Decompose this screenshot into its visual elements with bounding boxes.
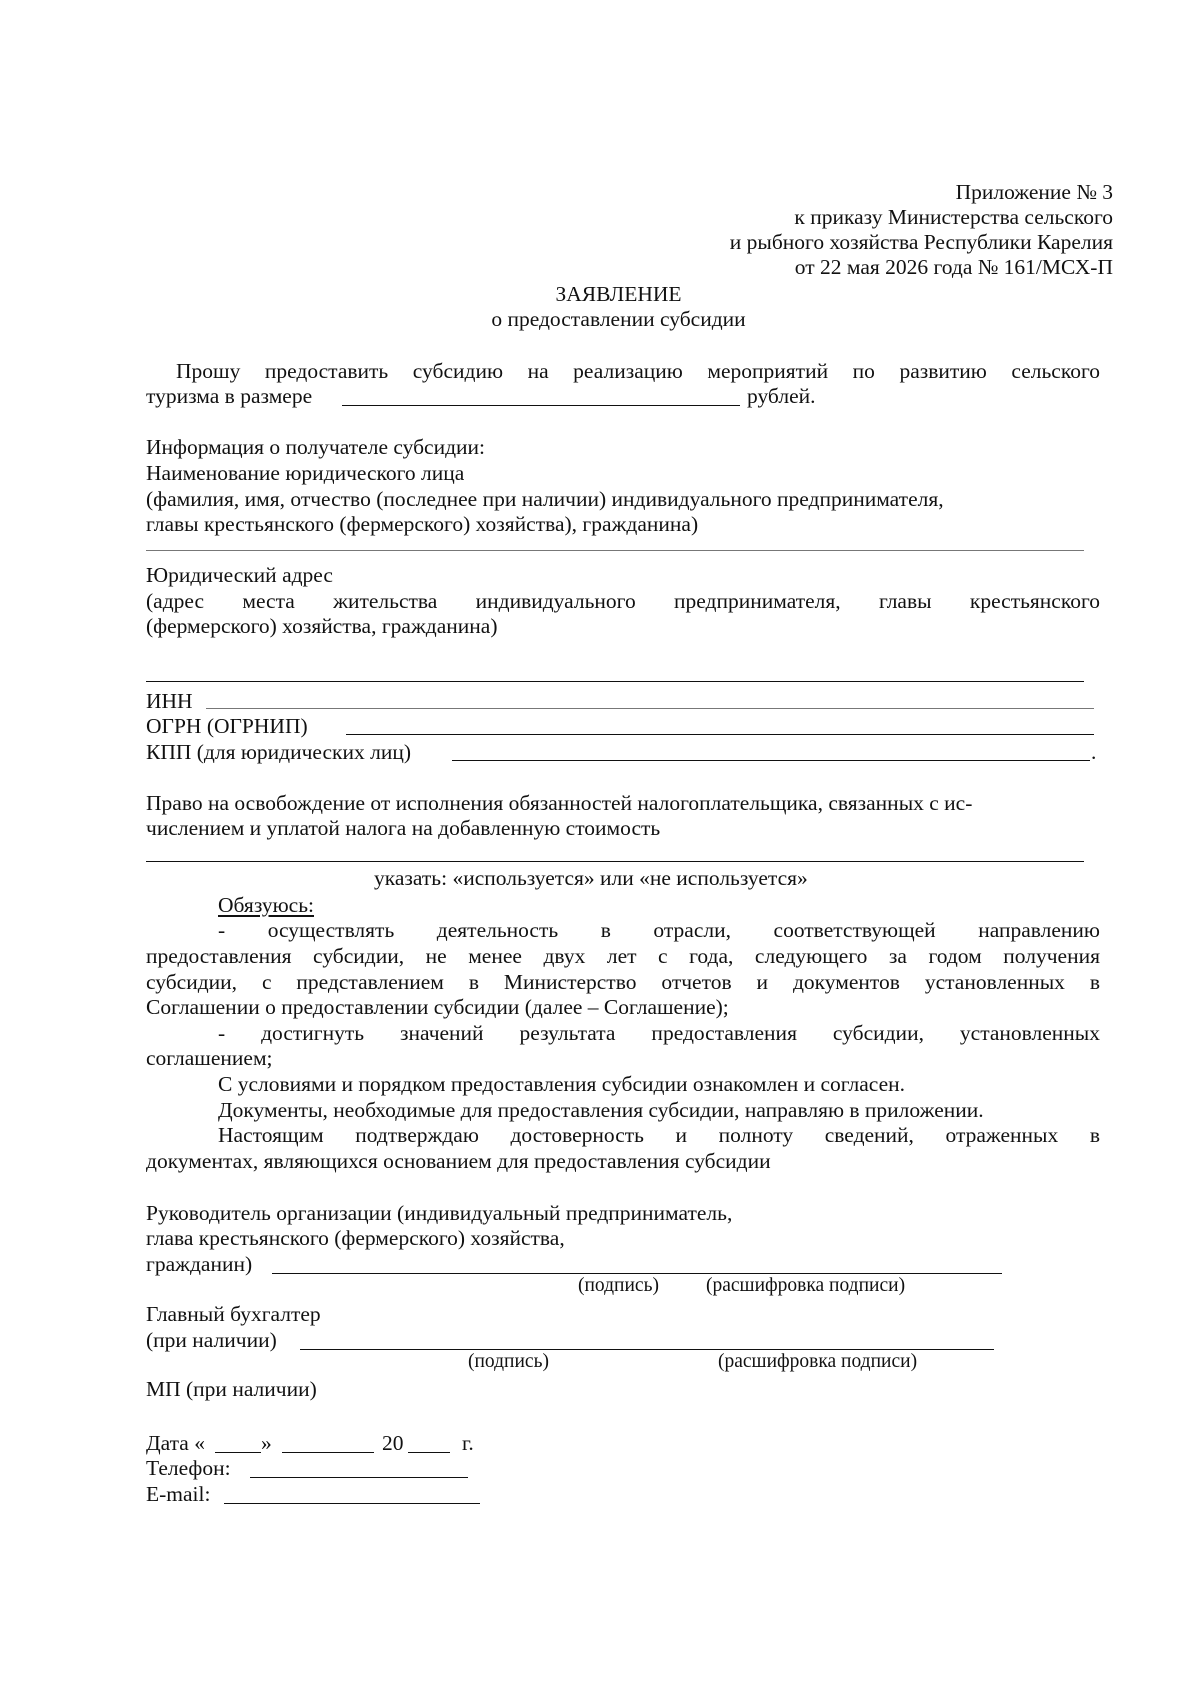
date-day-field[interactable] bbox=[215, 1452, 261, 1453]
accountant-signature-caption: (подпись) bbox=[468, 1351, 549, 1372]
date-month-field[interactable] bbox=[282, 1452, 374, 1453]
request-currency: рублей. bbox=[747, 384, 816, 408]
obligation-1-line-2: предоставления субсидии, не менее двух лет с года, следующего за годом получения bbox=[146, 944, 1100, 968]
ogrn-field[interactable] bbox=[346, 734, 1094, 735]
ogrn-label: ОГРН (ОГРНИП) bbox=[146, 714, 308, 738]
kpp-label: КПП (для юридических лиц) bbox=[146, 740, 412, 764]
accountant-signature-decode-caption: (расшифровка подписи) bbox=[718, 1351, 918, 1372]
legal-address-label: Юридический адрес bbox=[146, 563, 333, 587]
email-field[interactable] bbox=[224, 1503, 480, 1504]
vat-line-1: Право на освобождение от исполнения обязанностей налогоплательщика, связанных с ис- bbox=[146, 791, 973, 815]
accountant-label: Главный бухгалтер bbox=[146, 1302, 321, 1326]
obligations-heading: Обязуюсь: bbox=[218, 893, 314, 917]
date-century: 20 bbox=[382, 1431, 404, 1455]
request-amount-label: туризма в размере bbox=[146, 384, 313, 408]
vat-status-field[interactable] bbox=[146, 861, 1084, 862]
date-label: Дата « bbox=[146, 1431, 205, 1455]
legal-address-field[interactable] bbox=[146, 681, 1084, 682]
entity-name-label: Наименование юридического лица bbox=[146, 461, 465, 485]
email-label: E-mail: bbox=[146, 1482, 211, 1506]
head-signature-line-1: Руководитель организации (индивидуальный предприниматель, bbox=[146, 1201, 733, 1225]
vat-hint: указать: «используется» или «не используется» bbox=[374, 866, 808, 890]
date-year-field[interactable] bbox=[408, 1452, 450, 1453]
legal-address-hint-2: (фермерского) хозяйства, гражданина) bbox=[146, 614, 498, 638]
accountant-optional: (при наличии) bbox=[146, 1328, 277, 1352]
phone-field[interactable] bbox=[250, 1477, 468, 1478]
head-signature-line-2: глава крестьянского (фермерского) хозяйства, bbox=[146, 1226, 565, 1250]
kpp-field[interactable] bbox=[452, 760, 1090, 761]
phone-label: Телефон: bbox=[146, 1456, 231, 1480]
obligation-2-line-2: соглашением; bbox=[146, 1046, 273, 1070]
document-subtitle: о предоставлении субсидии bbox=[491, 307, 746, 331]
request-line-1: Прошу предоставить субсидию на реализацию мероприятий по развитию сельского bbox=[176, 359, 1100, 383]
inn-label: ИНН bbox=[146, 689, 193, 713]
entity-name-field[interactable] bbox=[146, 550, 1084, 551]
obligation-1-line-3: субсидии, с представлением в Министерство отчетов и документов установленных в bbox=[146, 970, 1100, 994]
entity-name-hint-1: (фамилия, имя, отчество (последнее при наличии) индивидуального предпринимателя, bbox=[146, 487, 944, 511]
legal-address-hint-1: (адрес места жительства индивидуального предпринимателя, главы крестьянского bbox=[146, 589, 1100, 613]
head-signature-line-3: гражданин) bbox=[146, 1252, 253, 1276]
document-title: ЗАЯВЛЕНИЕ bbox=[555, 282, 682, 306]
stamp-label: МП (при наличии) bbox=[146, 1377, 317, 1401]
kpp-end-dot: . bbox=[1091, 740, 1097, 764]
vat-line-2: числением и уплатой налога на добавленную стоимость bbox=[146, 816, 661, 840]
order-date-line: от 22 мая 2026 года № 161/МСХ-П bbox=[794, 255, 1113, 279]
obligation-2-line-1: - достигнуть значений результата предоставления субсидии, установленных bbox=[218, 1021, 1100, 1045]
inn-field[interactable] bbox=[206, 708, 1094, 709]
confirmation-line-1: Настоящим подтверждаю достоверность и полноту сведений, отраженных в bbox=[218, 1123, 1100, 1147]
head-signature-caption: (подпись) bbox=[578, 1275, 659, 1296]
entity-name-hint-2: главы крестьянского (фермерского) хозяйства), гражданина) bbox=[146, 512, 699, 536]
ministry-line: и рыбного хозяйства Республики Карелия bbox=[729, 230, 1113, 254]
order-reference-line: к приказу Министерства сельского bbox=[794, 205, 1113, 229]
obligation-1-line-4: Соглашении о предоставлении субсидии (далее – Соглашение); bbox=[146, 995, 729, 1019]
consent-paragraph: С условиями и порядком предоставления субсидии ознакомлен и согласен. bbox=[218, 1072, 905, 1096]
date-year-suffix: г. bbox=[462, 1431, 474, 1455]
appendix-number: Приложение № 3 bbox=[955, 180, 1113, 204]
head-signature-decode-caption: (расшифровка подписи) bbox=[706, 1275, 906, 1296]
date-quote-close: » bbox=[261, 1431, 272, 1455]
recipient-heading: Информация о получателе субсидии: bbox=[146, 435, 486, 459]
confirmation-line-2: документах, являющихся основанием для предоставления субсидии bbox=[146, 1149, 771, 1173]
documents-paragraph: Документы, необходимые для предоставления субсидии, направляю в приложении. bbox=[218, 1098, 984, 1122]
subsidy-amount-field[interactable] bbox=[342, 405, 740, 406]
obligation-1-line-1: - осуществлять деятельность в отрасли, соответствующей направлению bbox=[218, 918, 1100, 942]
